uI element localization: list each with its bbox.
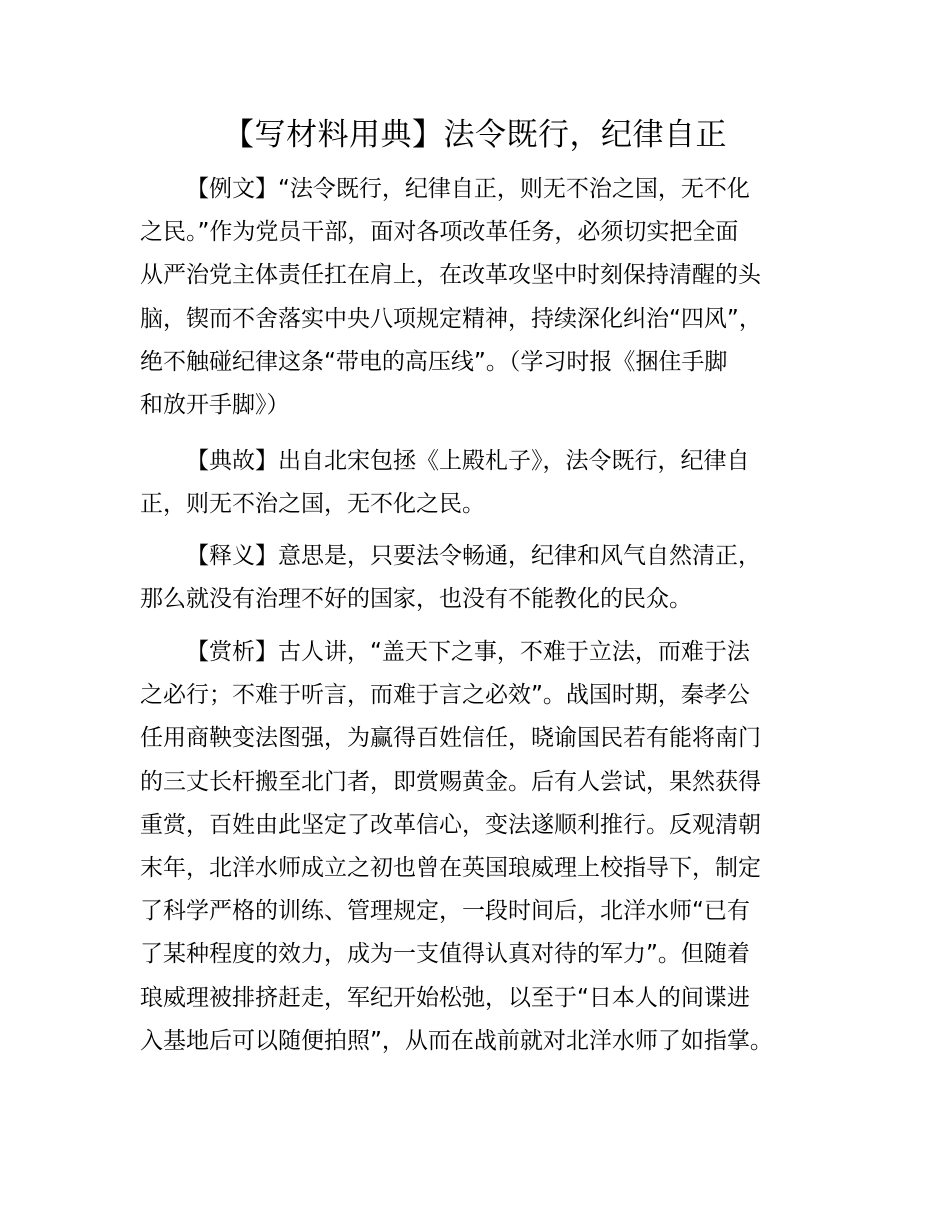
paragraph-analysis <box>140 631 820 1063</box>
paragraph-line: 之必行；不难于听言，而难于言之必效”。战国时期，秦孝公 <box>140 682 750 709</box>
paragraph-line: 重赏，百姓由此坚定了改革信心，变法遂顺利推行。反观清朝 <box>140 811 761 838</box>
paragraph-line: 从严治党主体责任扛在肩上，在改革攻坚中时刻保持清醒的头 <box>140 262 761 289</box>
paragraph-line: 【释义】意思是，只要法令畅通，纪律和风气自然清正， <box>186 543 761 569</box>
paragraph-example <box>140 168 820 427</box>
paragraph-line: 琅威理被排挤赶走，军纪开始松弛，以至于“日本人的间谍进 <box>140 984 750 1011</box>
document-title: 【写材料用典】法令既行，纪律自正 <box>223 117 727 153</box>
paragraph-line: 末年，北洋水师成立之初也曾在英国琅威理上校指导下，制定 <box>140 854 761 881</box>
paragraph-line: 【例文】“法令既行，纪律自正，则无不治之国，无不化 <box>186 176 750 202</box>
paragraph-line: 正，则无不治之国，无不化之民。 <box>140 491 485 518</box>
paragraph-line: 那么就没有治理不好的国家，也没有不能教化的民众。 <box>140 586 692 613</box>
paragraph-line: 脑，锲而不舍落实中央八项规定精神，持续深化纠治“四风”， <box>140 305 762 332</box>
paragraph-line: 绝不触碰纪律这条“带电的高压线”。（学习时报《捆住手脚 <box>140 348 728 375</box>
paragraph-line: 入基地后可以随便拍照”，从而在战前就对北洋水师了如指掌。 <box>140 1027 773 1054</box>
paragraph-line: 了科学严格的训练、管理规定，一段时间后，北洋水师“已有 <box>140 898 750 925</box>
paragraph-line: 之民。”作为党员干部，面对各项改革任务，必须切实把全面 <box>140 219 739 246</box>
paragraph-line: 了某种程度的效力，成为一支值得认真对待的军力”。但随着 <box>140 941 750 968</box>
paragraph-line: 的三丈长杆搬至北门者，即赏赐黄金。后有人尝试，果然获得 <box>140 768 761 795</box>
paragraph-line: 【典故】出自北宋包拯《上殿札子》，法令既行，纪律自 <box>186 448 750 474</box>
paragraph-line: 【赏析】古人讲，“盖天下之事，不难于立法，而难于法 <box>186 639 750 665</box>
paragraph-line: 和放开手脚》） <box>140 391 290 418</box>
paragraph-origin <box>140 440 820 526</box>
paragraph-line: 任用商鞅变法图强，为赢得百姓信任，晓谕国民若有能将南门 <box>140 725 761 752</box>
paragraph-meaning <box>140 535 820 621</box>
